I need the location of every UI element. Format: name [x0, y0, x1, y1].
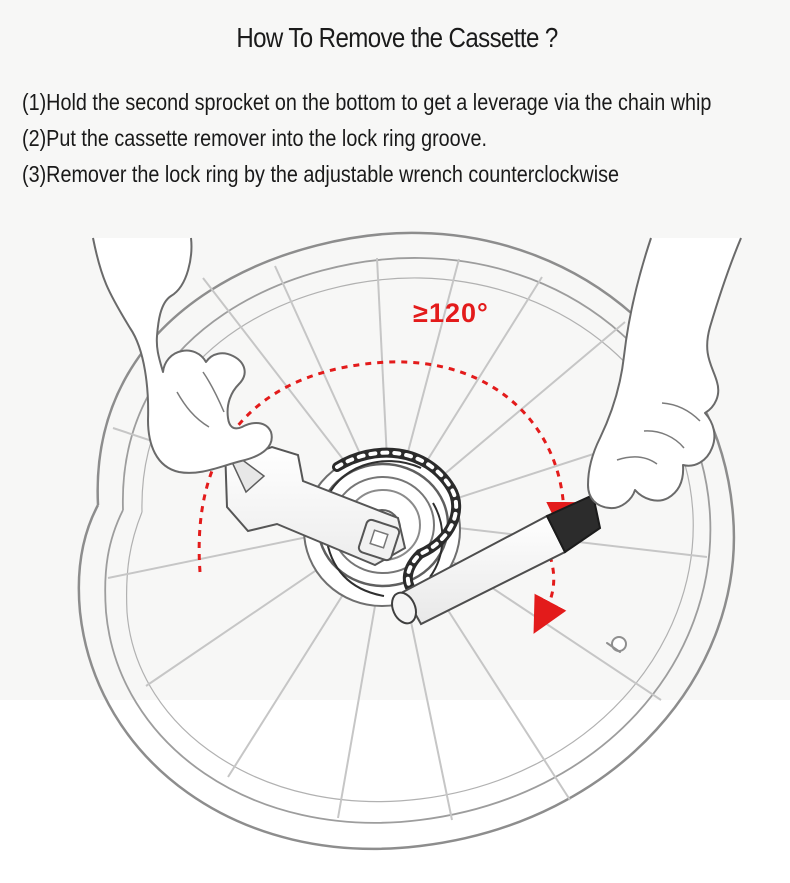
- step-2: (2)Put the cassette remover into the lock ring groove.: [22, 125, 488, 151]
- page-title: How To Remove the Cassette ?: [236, 22, 558, 53]
- instruction-header: [22, 0, 772, 210]
- step-3: (3)Remover the lock ring by the adjustable wrench counterclockwise: [22, 161, 619, 187]
- illustration-svg: [0, 210, 790, 878]
- angle-label: ≥120°: [413, 298, 489, 328]
- cassette-removal-illustration: [0, 210, 790, 878]
- right-hand-icon: [588, 238, 741, 508]
- left-hand-icon: [93, 238, 272, 473]
- instruction-steps: [22, 84, 790, 192]
- step-1: (1)Hold the second sprocket on the bottom to get a leverage via the chain whip: [22, 89, 712, 115]
